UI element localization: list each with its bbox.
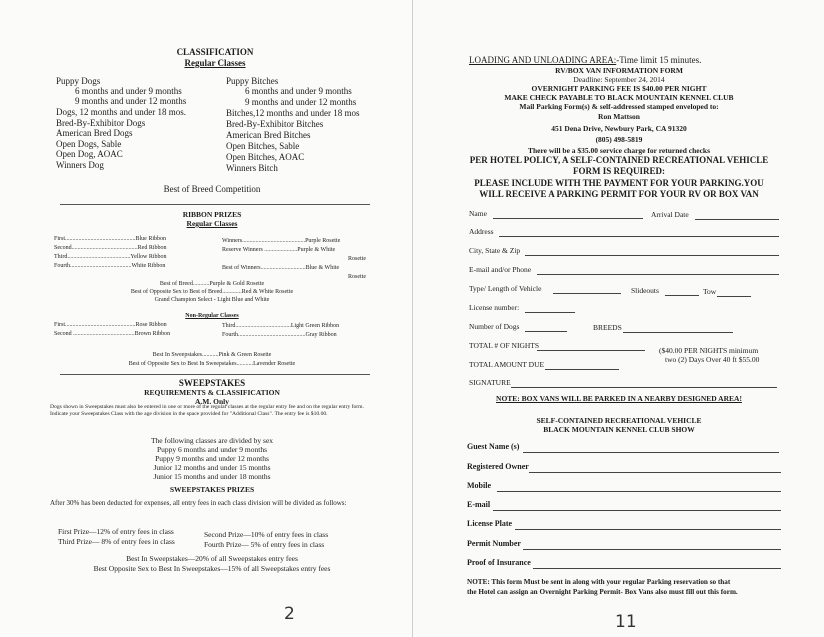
sweep-class-1: Puppy 9 months and under 12 months — [155, 454, 269, 463]
ribbon-second: Second............................................Red Ribbon — [54, 245, 167, 251]
guest-name-field[interactable] — [523, 452, 779, 453]
type-length-field[interactable] — [553, 293, 621, 294]
bitches-class-7: Open Bitches, AOAC — [226, 152, 305, 162]
tow-field[interactable] — [717, 296, 751, 297]
box-van-note: NOTE: BOX VANS WILL BE PARKED IN A NEARBY DESIGNED AREA! — [496, 394, 742, 403]
nightly-note-1: ($40.00 PER NIGHTS minimum — [659, 346, 759, 355]
ribbon-prizes-title: RIBBON PRIZES — [182, 210, 242, 219]
regular-classes-title: Regular Classes — [184, 58, 246, 68]
ribbon-gc: Grand Champion Select - Light Blue and White — [154, 297, 270, 303]
classification-title: CLASSIFICATION — [176, 47, 254, 57]
slideouts-label: Slideouts — [631, 286, 659, 295]
bitches-class-6: Open Bitches, Sable — [226, 141, 300, 151]
policy-line-1: PER HOTEL POLICY, A SELF-CONTAINED RECREATIONAL VEHICLE — [469, 155, 769, 165]
total-nights-field[interactable] — [537, 350, 645, 351]
tow-label: Tow — [703, 287, 717, 296]
ribbon-reserve-rosette: Rosette — [348, 256, 366, 262]
email2-label: E-mail — [467, 500, 491, 509]
email2-field[interactable] — [493, 510, 781, 511]
sweep-class-3: Junior 15 months and under 18 months — [153, 472, 271, 481]
num-dogs-label: Number of Dogs — [469, 322, 520, 331]
name-label: Name — [469, 209, 487, 218]
nonreg-second: Second .........................................Brown Ribbon — [54, 331, 171, 337]
num-dogs-field[interactable] — [525, 331, 567, 332]
insurance-field[interactable] — [533, 568, 781, 569]
nonreg-first: First...............................................Rose Ribbon — [54, 322, 167, 328]
license-plate-label: License Plate — [467, 519, 513, 528]
bitches-class-0: Puppy Bitches — [226, 76, 279, 86]
permit-number-field[interactable] — [523, 549, 781, 550]
ribbon-regular-classes: Regular Classes — [186, 219, 238, 228]
service-charge: There will be a $35.00 service charge for returned checks — [527, 146, 711, 155]
deadline: Deadline: September 24, 2014 — [573, 75, 665, 84]
third-prize: Third Prize— 8% of entry fees in class — [58, 537, 175, 546]
dogs-class-3: Dogs, 12 months and under 18 mos. — [56, 107, 186, 117]
dogs-class-5: American Bred Dogs — [56, 128, 133, 138]
bitches-class-1: 6 months and under 9 months — [245, 86, 352, 96]
sweep-class-0: Puppy 6 months and under 9 months — [157, 445, 267, 454]
dogs-class-0: Puppy Dogs — [56, 76, 101, 86]
divider — [60, 374, 370, 375]
nonreg-third: Third.....................................Light Green Ribbon — [222, 323, 340, 329]
mobile-label: Mobile — [467, 481, 491, 490]
registered-owner-field[interactable] — [529, 472, 781, 473]
license-number-field[interactable] — [525, 312, 575, 313]
signature-field[interactable] — [511, 387, 777, 388]
bob-competition: Best of Breed Competition — [163, 184, 261, 194]
ribbon-fourth: Fourth.........................................White Ribbon — [54, 263, 166, 269]
bitches-class-5: American Bred Bitches — [226, 130, 311, 140]
email-label: E-mail and/or Phone — [469, 265, 532, 274]
address-field[interactable] — [499, 236, 779, 237]
sweepstakes-requirements: REQUIREMENTS & CLASSIFICATION — [144, 388, 280, 397]
ribbon-bos: Best of Opposite Sex to Best of Breed.............Red & White Rosette — [130, 289, 294, 295]
include-line-1: PLEASE INCLUDE WITH THE PAYMENT FOR YOUR PARKING.YOU — [474, 178, 764, 188]
mobile-field[interactable] — [497, 491, 781, 492]
license-label: License number: — [469, 303, 520, 312]
bis-prize: Best In Sweepstakes—20% of all Sweepstakes entry fees — [126, 554, 298, 563]
fourth-prize: Fourth Prize— 5% of entry fees in class — [204, 540, 325, 549]
ribbon-reserve-winners: Reserve Winners ......................Purple & White — [222, 247, 336, 253]
license-plate-field[interactable] — [515, 529, 781, 530]
permit-number-label: Permit Number — [467, 539, 521, 548]
include-line-2: WILL RECEIVE A PARKING PERMIT FOR YOUR RV OR BOX VAN — [479, 189, 759, 199]
divider — [60, 204, 370, 205]
insurance-label: Proof of Insurance — [467, 558, 531, 567]
dogs-class-1: 6 months and under 9 months — [75, 86, 182, 96]
type-label: Type/ Length of Vehicle — [469, 284, 542, 293]
ribbon-bob: Best of Breed...........Purple & Gold Rosette — [159, 281, 265, 287]
nightly-note-2: two (2) Days Over 40 ft $55.00 — [665, 355, 760, 364]
ribbon-bis: Best In Sweepstakes...........Pink & Green Rosette — [152, 352, 272, 358]
arrival-label: Arrival Date — [651, 210, 689, 219]
total-due-label: TOTAL AMOUNT DUE — [469, 360, 545, 369]
sweepstakes-title: SWEEPSTAKES — [178, 378, 246, 388]
loading-line — [469, 55, 701, 65]
city-label: City, State & Zip — [469, 246, 521, 255]
registered-owner-label: Registered Owner — [467, 462, 529, 471]
sc-title-2: BLACK MOUNTAIN KENNEL CLUB SHOW — [543, 425, 695, 434]
slideouts-field[interactable] — [665, 295, 699, 296]
sweep-class-2: Junior 12 months and under 15 months — [153, 463, 271, 472]
prize-paragraph: After 30% has been deducted for expenses, all entry fees in each class division will be divided as follows: — [50, 499, 347, 507]
nonreg-title: Non-Regular Classes — [185, 313, 239, 319]
breeds-label: BREEDS — [593, 323, 622, 332]
total-nights-label: TOTAL # OF NIGHTS — [469, 341, 540, 350]
ribbon-third: Third..........................................Yellow Ribbon — [54, 254, 167, 260]
overnight-fee: OVERNIGHT PARKING FEE IS $40.00 PER NIGHT — [531, 84, 707, 93]
payable: MAKE CHECK PAYABLE TO BLACK MOUNTAIN KENNEL CLUB — [504, 93, 734, 102]
divided-intro: The following classes are divided by sex — [150, 436, 274, 445]
email-phone-field[interactable] — [537, 274, 779, 275]
breeds-field[interactable] — [623, 332, 733, 333]
sweep-prizes-title: SWEEPSTAKES PRIZES — [169, 485, 255, 494]
bitches-class-3: Bitches,12 months and under 18 mos — [226, 108, 360, 118]
loading-text: -Time limit 15 minutes. — [616, 55, 702, 65]
ribbon-bow-rosette: Rosette — [348, 274, 366, 280]
sc-title-1: SELF-CONTAINED RECREATIONAL VEHICLE — [536, 416, 702, 425]
contact-phone: (805) 498-5819 — [595, 135, 643, 144]
page-number: 11 — [615, 612, 637, 632]
ribbon-first: First...............................................Blue Ribbon — [54, 236, 167, 242]
final-note-2: the Hotel can assign an Overnight Parking Permit- Box Vans also must fill out this form. — [467, 588, 738, 596]
page-number: 2 — [284, 604, 295, 624]
total-due-field[interactable] — [545, 369, 619, 370]
city-field[interactable] — [525, 255, 779, 256]
name-field[interactable] — [493, 218, 643, 219]
contact-name: Ron Mattson — [598, 112, 640, 121]
mail-form: Mail Parking Form(s) & self-addressed stamped enveloped to: — [519, 102, 719, 111]
sweepstakes-am-only: A.M. Only — [195, 397, 229, 406]
second-prize: Second Prize—10% of entry fees in class — [204, 530, 329, 539]
guest-name-label: Guest Name (s) — [467, 442, 520, 451]
address-label: Address — [469, 227, 494, 236]
nonreg-fourth: Fourth.............................................Gray Ribbon — [222, 332, 337, 338]
signature-label: SIGNATURE — [469, 378, 511, 387]
sweepstakes-paragraph: Dogs shown in Sweepstakes must also be entered in one or more of the regular classes at the regular entry fee and on the regular entry form. Indicate your Sweepstakes Class with the age division in the space provided for "Additional Class". The entry fee is $10.00. — [50, 404, 364, 417]
bitches-class-8: Winners Bitch — [226, 163, 278, 173]
bitches-class-2: 9 months and under 12 months — [245, 97, 357, 107]
first-prize: First Prize—12% of entry fees in class — [58, 527, 174, 536]
ribbon-bos-sweep: Best of Opposite Sex to Best In Sweepstakes...........Lavender Rosette — [128, 361, 296, 367]
contact-address: 451 Dena Drive, Newbury Park, CA 91320 — [551, 124, 687, 133]
dogs-class-8: Winners Dog — [56, 160, 104, 170]
dogs-class-7: Open Dog, AOAC — [56, 149, 123, 159]
ribbon-winners: Winners..........................................Purple Rosette — [222, 238, 341, 244]
bitches-class-4: Bred-By-Exhibitor Bitches — [226, 119, 324, 129]
arrival-date-field[interactable] — [695, 219, 779, 220]
dogs-class-6: Open Dogs, Sable — [56, 139, 122, 149]
rv-title: RV/BOX VAN INFORMATION FORM — [555, 66, 683, 75]
right-page — [412, 0, 824, 637]
dogs-class-2: 9 months and under 12 months — [75, 96, 187, 106]
policy-line-2: FORM IS REQUIRED: — [572, 166, 665, 176]
bos-prize: Best Opposite Sex to Best In Sweepstakes—15% of all Sweepstakes entry fees — [93, 564, 331, 573]
final-note-1: NOTE: This form Must be sent in along with your regular Parking reservation so that — [467, 578, 731, 586]
ribbon-best-of-winners: Best of Winners..............................Blue & White — [222, 265, 340, 271]
loading-label: LOADING AND UNLOADING AREA: — [469, 55, 617, 65]
dogs-class-4: Bred-By-Exhibitor Dogs — [56, 118, 146, 128]
